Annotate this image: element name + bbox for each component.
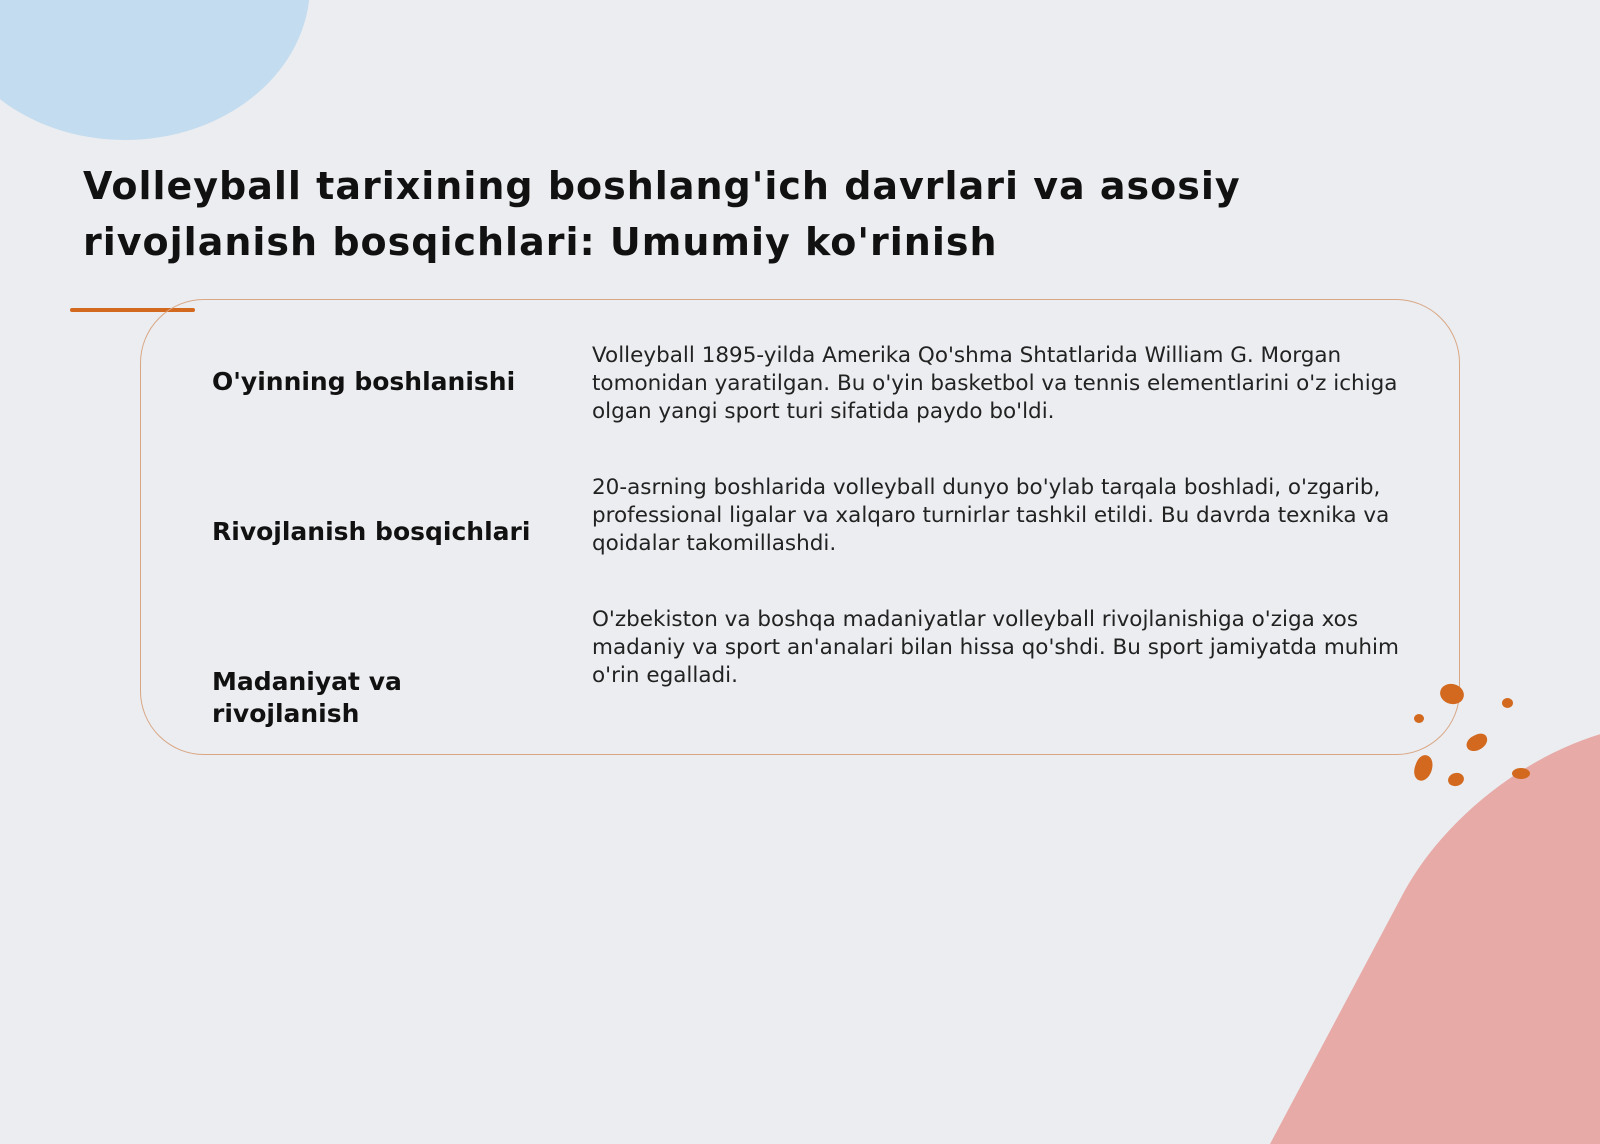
decorative-blue-blob	[0, 0, 310, 140]
row-heading-bosqichlari: Rivojlanish bosqichlari	[212, 517, 531, 546]
row-text-madaniyat: O'zbekiston va boshqa madaniyatlar volleyball rivojlanishiga o'ziga xos madaniy va sport an'analari bilan hissa qo'shdi. Bu sport jamiyatda muhim o'rin egalladi.	[592, 607, 1399, 688]
row-heading-madaniyat: Madaniyat va rivojlanish	[212, 667, 402, 728]
row-text-bosqichlari: 20-asrning boshlarida volleyball dunyo bo'ylab tarqala boshladi, o'zgarib, professional ligalar va xalqaro turnirlar tashkil etildi. Bu davrda texnika va qoidalar takomillashdi.	[592, 475, 1390, 556]
slide-title: Volleyball tarixining boshlang'ich davrlari va asosiy rivojlanish bosqichlari: Umumiy ko'rinish	[83, 164, 1241, 264]
row-text-boshlanishi: Volleyball 1895-yilda Amerika Qo'shma Shtatlarida William G. Morgan tomonidan yaratilgan. Bu o'yin basketbol va tennis elementlarini o'z ichiga olgan yangi sport turi sifatida paydo bo'ldi.	[592, 343, 1398, 424]
row-heading-boshlanishi: O'yinning boshlanishi	[212, 367, 516, 396]
decorative-pink-blob	[1270, 724, 1600, 1144]
